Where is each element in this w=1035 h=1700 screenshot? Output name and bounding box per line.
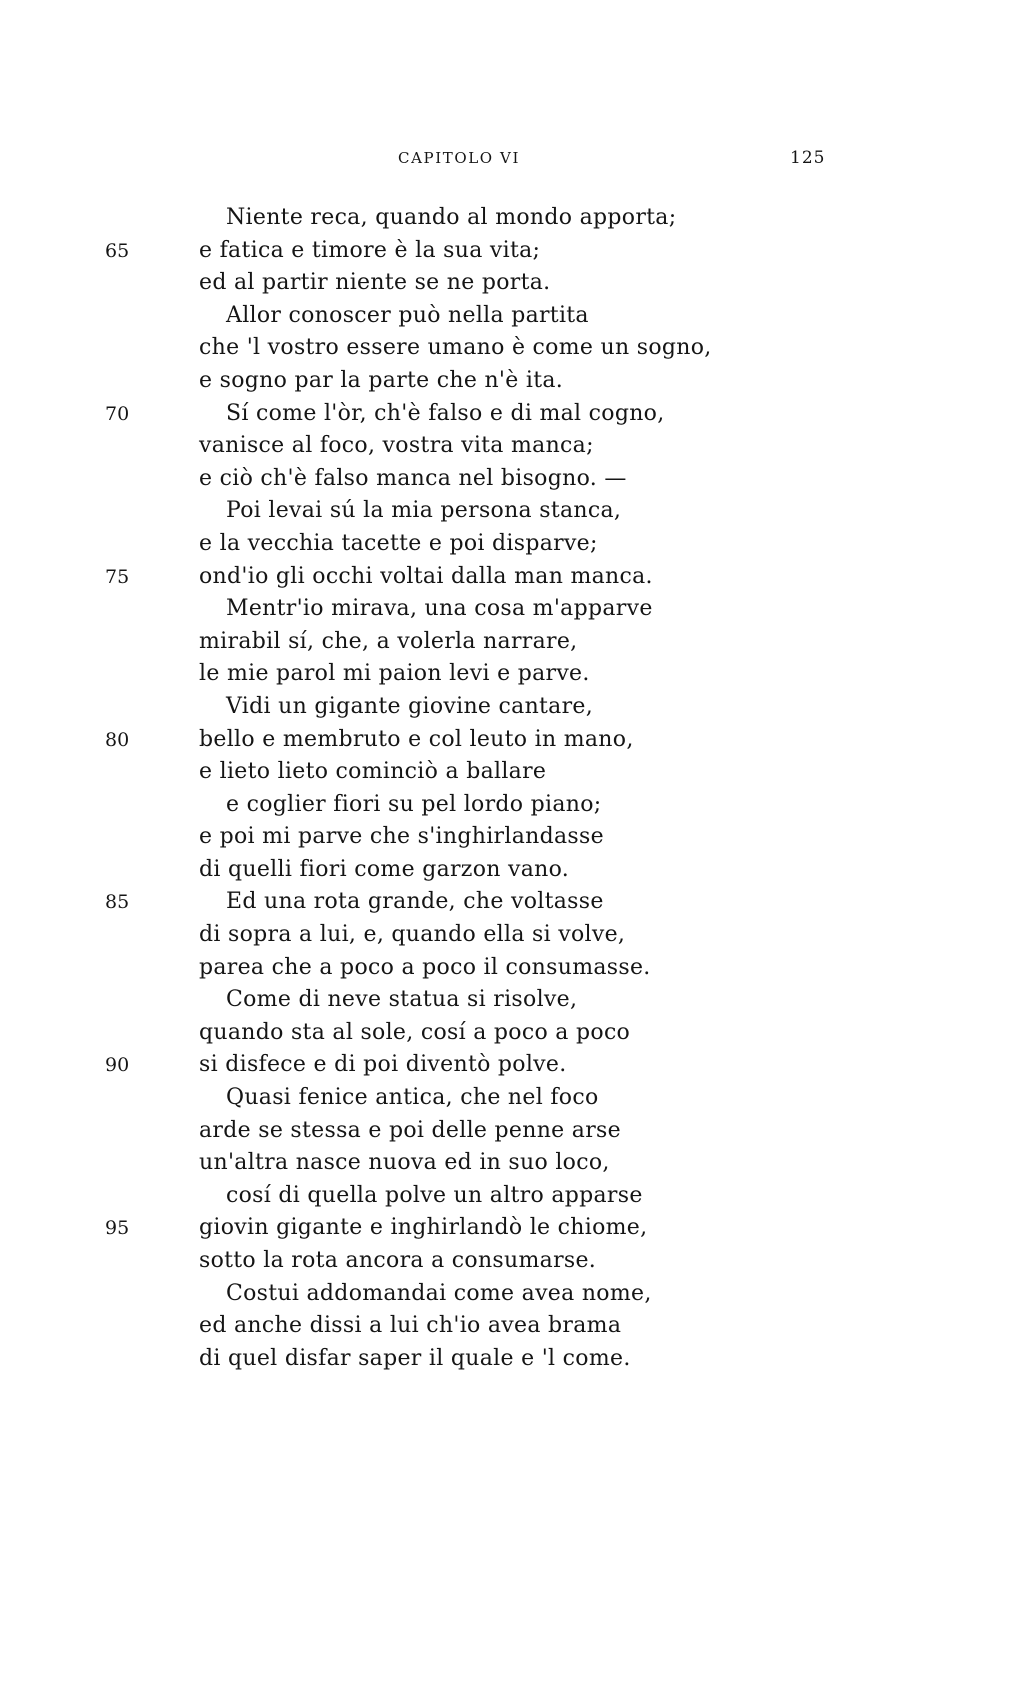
line-number: 70 [105,402,130,425]
verse-line [0,365,1035,398]
page-number: 125 [790,148,826,168]
verse-line [0,658,1035,691]
verse-text: di quel disfar saper il quale e 'l come. [199,1345,631,1371]
verse-text: e lieto lieto cominciò a ballare [199,759,547,785]
verse-text: e poi mi parve che s'inghirlandasse [199,824,604,850]
line-number: 65 [105,239,130,262]
verse-text: Come di neve statua si risolve, [226,987,578,1013]
verse-text: Niente reca, quando al mondo apporta; [226,205,677,230]
verse-text: si disfece e di poi diventò polve. [199,1052,567,1078]
verse-text: Vidi un gigante giovine cantare, [226,693,594,719]
verse-text: di quelli fiori come garzon vano. [199,856,570,882]
verse-text: e coglier fiori su pel lordo piano; [226,791,602,817]
verse-text: e fatica e timore è la sua vita; [199,237,541,263]
poem-body [0,202,1035,1375]
verse-text: Ed una rota grande, che voltasse [226,889,604,915]
verse-line [0,1017,1035,1050]
page-header [0,148,1035,172]
verse-line [0,202,1035,235]
verse-line [0,756,1035,789]
line-number: 85 [105,891,130,914]
verse-line [0,528,1035,561]
verse-text: e ciò ch'è falso manca nel bisogno. — [199,465,627,491]
verse-line [0,984,1035,1017]
verse-text: bello e membruto e col leuto in mano, [199,726,634,752]
verse-text: le mie parol mi paion levi e parve. [199,661,590,687]
verse-line [0,561,1035,594]
verse-text: ond'io gli occhi voltai dalla man manca. [199,563,653,589]
verse-text: arde se stessa e poi delle penne arse [199,1117,621,1143]
verse-line [0,1343,1035,1376]
verse-line [0,724,1035,757]
verse-line [0,1115,1035,1148]
verse-text: Quasi fenice antica, che nel foco [226,1085,599,1111]
verse-text: quando sta al sole, cosí a poco a poco [199,1019,631,1045]
verse-text: di sopra a lui, e, quando ella si volve, [199,922,626,948]
verse-line [0,1180,1035,1213]
verse-line [0,626,1035,659]
verse-text: ed al partir niente se ne porta. [199,270,551,296]
verse-line [0,1212,1035,1245]
verse-line [0,1147,1035,1180]
verse-text: Allor conoscer può nella partita [226,302,589,328]
verse-line [0,430,1035,463]
verse-line [0,919,1035,952]
line-number: 90 [105,1054,130,1077]
verse-text: vanisce al foco, vostra vita manca; [199,433,594,459]
verse-line [0,691,1035,724]
verse-text: e sogno par la parte che n'è ita. [199,367,564,393]
verse-text: ed anche dissi a lui ch'io avea brama [199,1313,622,1339]
verse-text: Mentr'io mirava, una cosa m'apparve [226,596,653,622]
verse-line [0,886,1035,919]
verse-line [0,593,1035,626]
verse-line [0,1278,1035,1311]
verse-line [0,1310,1035,1343]
verse-text: e la vecchia tacette e poi disparve; [199,530,598,556]
line-number: 80 [105,728,130,751]
verse-text: giovin gigante e inghirlandò le chiome, [199,1215,648,1241]
verse-line [0,1245,1035,1278]
verse-line [0,463,1035,496]
verse-text: Poi levai sú la mia persona stanca, [226,498,622,524]
verse-line [0,789,1035,822]
verse-line [0,235,1035,268]
verse-text: che 'l vostro essere umano è come un sogno, [199,335,712,361]
verse-line [0,332,1035,365]
verse-line [0,821,1035,854]
verse-line [0,300,1035,333]
verse-text: mirabil sí, che, a volerla narrare, [199,628,578,654]
verse-line [0,1082,1035,1115]
line-number: 95 [105,1217,130,1240]
verse-line [0,854,1035,887]
verse-text: cosí di quella polve un altro apparse [226,1182,643,1208]
verse-line [0,1049,1035,1082]
verse-text: sotto la rota ancora a consumarse. [199,1248,597,1273]
verse-line [0,267,1035,300]
verse-text: Sí come l'òr, ch'è falso e di mal cogno, [226,400,665,426]
verse-line [0,398,1035,431]
verse-text: un'altra nasce nuova ed in suo loco, [199,1150,610,1176]
verse-line [0,495,1035,528]
chapter-title: CAPITOLO VI [398,149,521,167]
verse-text: Costui addomandai come avea nome, [226,1280,652,1306]
verse-line [0,952,1035,985]
line-number: 75 [105,565,130,588]
verse-text: parea che a poco a poco il consumasse. [199,954,651,980]
